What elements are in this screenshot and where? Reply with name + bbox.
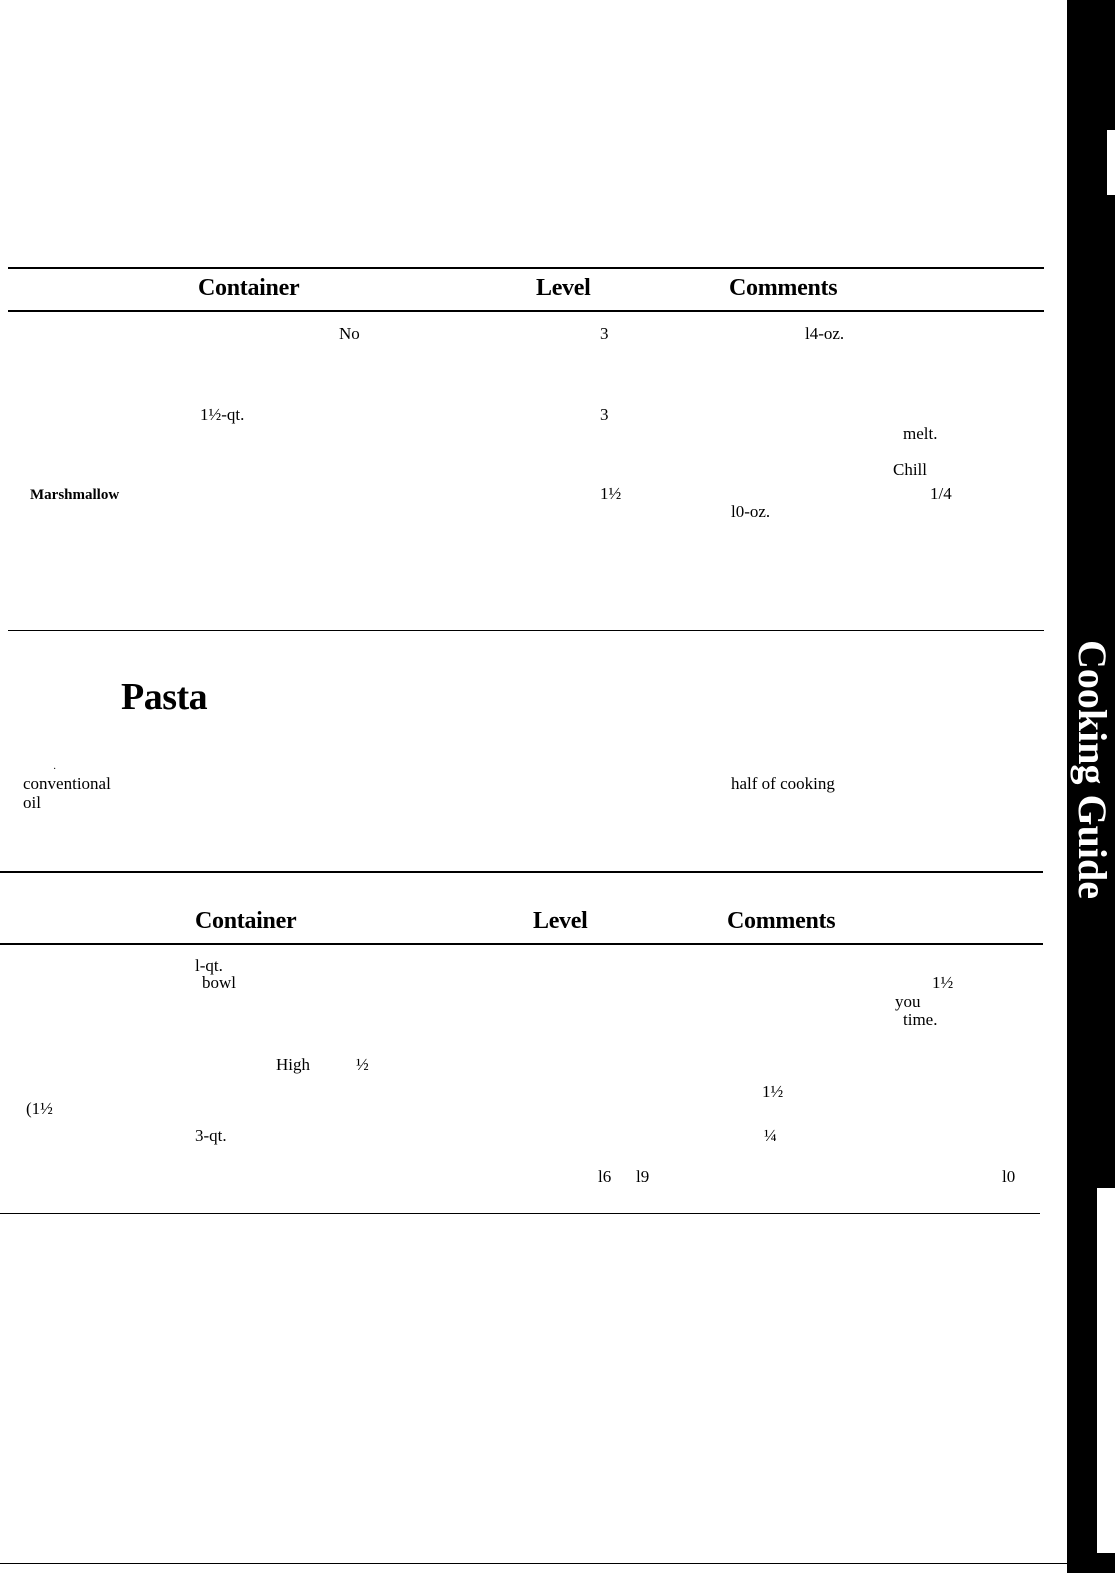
table1-header-rule <box>8 310 1044 312</box>
table2-header-comments: Comments <box>727 908 836 934</box>
pasta-intro-oil: oil <box>23 793 41 812</box>
table2-cell-comment-time: time. <box>903 1010 938 1029</box>
table1-bottom-rule <box>8 630 1044 631</box>
pasta-intro-half: half of cooking <box>731 774 835 793</box>
table2-cell-comment-1half-b: 1½ <box>762 1082 784 1101</box>
table1-cell-comment-chill: Chill <box>893 460 928 479</box>
table1-header-container: Container <box>198 275 300 301</box>
table2-header-rule <box>0 943 1043 945</box>
table2-cell-comment-1half: 1½ <box>932 973 954 992</box>
page-bottom-edge <box>0 1563 1067 1564</box>
table1-cell-comment-10oz: l0-oz. <box>731 502 771 521</box>
table1-header-comments: Comments <box>729 275 838 301</box>
table2-header-level: Level <box>533 908 588 934</box>
table2-bottom-rule <box>0 1213 1040 1214</box>
table1-cell-no: No <box>339 324 360 343</box>
table2-cell-comment-10: l0 <box>1002 1167 1016 1186</box>
table1-cell-marshmallow: Marshmallow <box>30 487 120 503</box>
table1-cell-comment-r1: l4-oz. <box>805 324 845 343</box>
table2-header-container: Container <box>195 908 297 934</box>
table2-cell-half: ½ <box>356 1055 369 1074</box>
table2-cell-level-16: l6 <box>598 1167 612 1186</box>
table2-cell-comment-quarter: ¼ <box>764 1126 777 1145</box>
side-tab-notch-bottom <box>1097 1188 1115 1553</box>
table2-cell-level-19: l9 <box>636 1167 650 1186</box>
table2-top-rule <box>0 871 1043 873</box>
table2-cell-comment-you: you <box>895 992 921 1011</box>
side-tab-label: Cooking Guide <box>1070 640 1115 899</box>
table2-cell-container-1qt: l-qt. <box>195 956 223 975</box>
table1-cell-comment-melt: melt. <box>903 424 938 443</box>
table1-header-level: Level <box>536 275 591 301</box>
table2-cell-container-bowl: bowl <box>202 973 236 992</box>
side-tab-notch-top <box>1107 130 1115 195</box>
table2-cell-container-3qt: 3-qt. <box>195 1126 227 1145</box>
table1-cell-level-r1: 3 <box>600 324 609 343</box>
pasta-intro-dot: · <box>53 764 57 775</box>
table1-top-rule <box>8 267 1044 269</box>
table2-cell-high: High <box>276 1055 310 1074</box>
table1-cell-container-r2: 1½-qt. <box>200 405 245 424</box>
pasta-intro-conventional: conventional <box>23 774 111 793</box>
table2-cell-item-1half-paren: (1½ <box>26 1099 53 1118</box>
table1-cell-comment-quarter: 1/4 <box>930 484 952 503</box>
table1-cell-level-r3: 1½ <box>600 484 622 503</box>
section-title-pasta: Pasta <box>121 676 208 718</box>
table1-cell-level-r2: 3 <box>600 405 609 424</box>
